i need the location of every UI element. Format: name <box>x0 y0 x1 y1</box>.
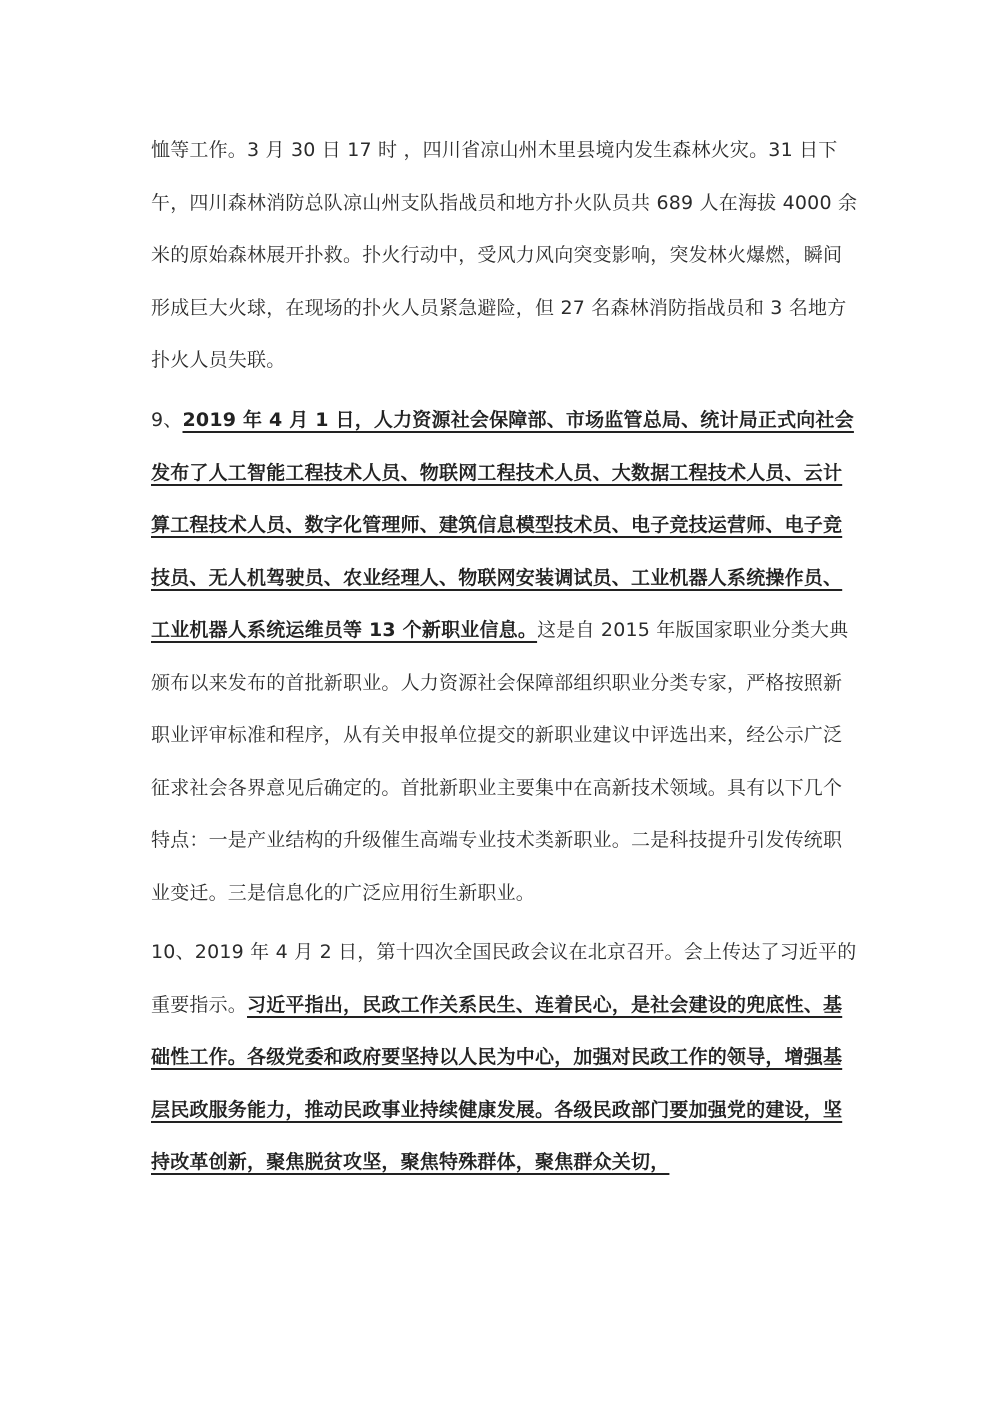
emphasized-text: 习近平指出，民政工作关系民生、连着民心，是社会建设的兜底性、基础性工作。各级党委和政府要坚持以人民为中心，加强对民政工作的领导，增强基层民政服务能力，推动民政事业持续健康发展。各级民政部门要加强党的建设，坚持改革创新，聚焦脱贫攻坚，聚焦特殊群体，聚焦群众关切， <box>151 993 843 1173</box>
paragraph-text: 这是自 2015 年版国家职业分类大典颁布以来发布的首批新职业。人力资源社会保障部组织职业分类专家，严格按照新职业评审标准和程序，从有关申报单位提交的新职业建议中评选出来，经公示广泛征求社会各界意见后确定的。首批新职业主要集中在高新技术领域。具有以下几个特点：一是产业结构的升级催生高端专业技术类新职业。二是科技提升引发传统职业变迁。三是信息化的广泛应用衍生新职业。 <box>151 619 849 904</box>
paragraph-forest-fire <box>151 124 861 387</box>
paragraph-text: 10、2019 年 4 月 2 日，第十四次全国民政会议在北京召开。会上传达了习近平的重要指示。 <box>151 941 857 1016</box>
item-number: 9、 <box>151 409 183 431</box>
paragraph-item-9-new-occupations <box>151 394 861 919</box>
emphasized-text: 2019 年 4 月 1 日，人力资源社会保障部、市场监管总局、统计局正式向社会发布了人工智能工程技术人员、物联网工程技术人员、大数据工程技术人员、云计算工程技术人员、数字化管理师、建筑信息模型技术员、电子竞技运营师、电子竞技员、无人机驾驶员、农业经理人、物联网安装调试员、工业机器人系统操作员、工业机器人系统运维员等 13 个新职业信息。 <box>151 409 854 641</box>
paragraph-item-10-civil-affairs <box>151 926 861 1189</box>
paragraph-text: 恤等工作。3 月 30 日 17 时 ，四川省凉山州木里县境内发生森林火灾。31 日下午，四川森林消防总队凉山州支队指战员和地方扑火队员共 689 人在海拔 4000 余米的原始森林展开扑救。扑火行动中，受风力风向突变影响，突发林火爆燃，瞬间形成巨大火球，在现场的扑火人员紧急避险，但 27 名森林消防指战员和 3 名地方扑火人员失联。 <box>151 139 858 371</box>
